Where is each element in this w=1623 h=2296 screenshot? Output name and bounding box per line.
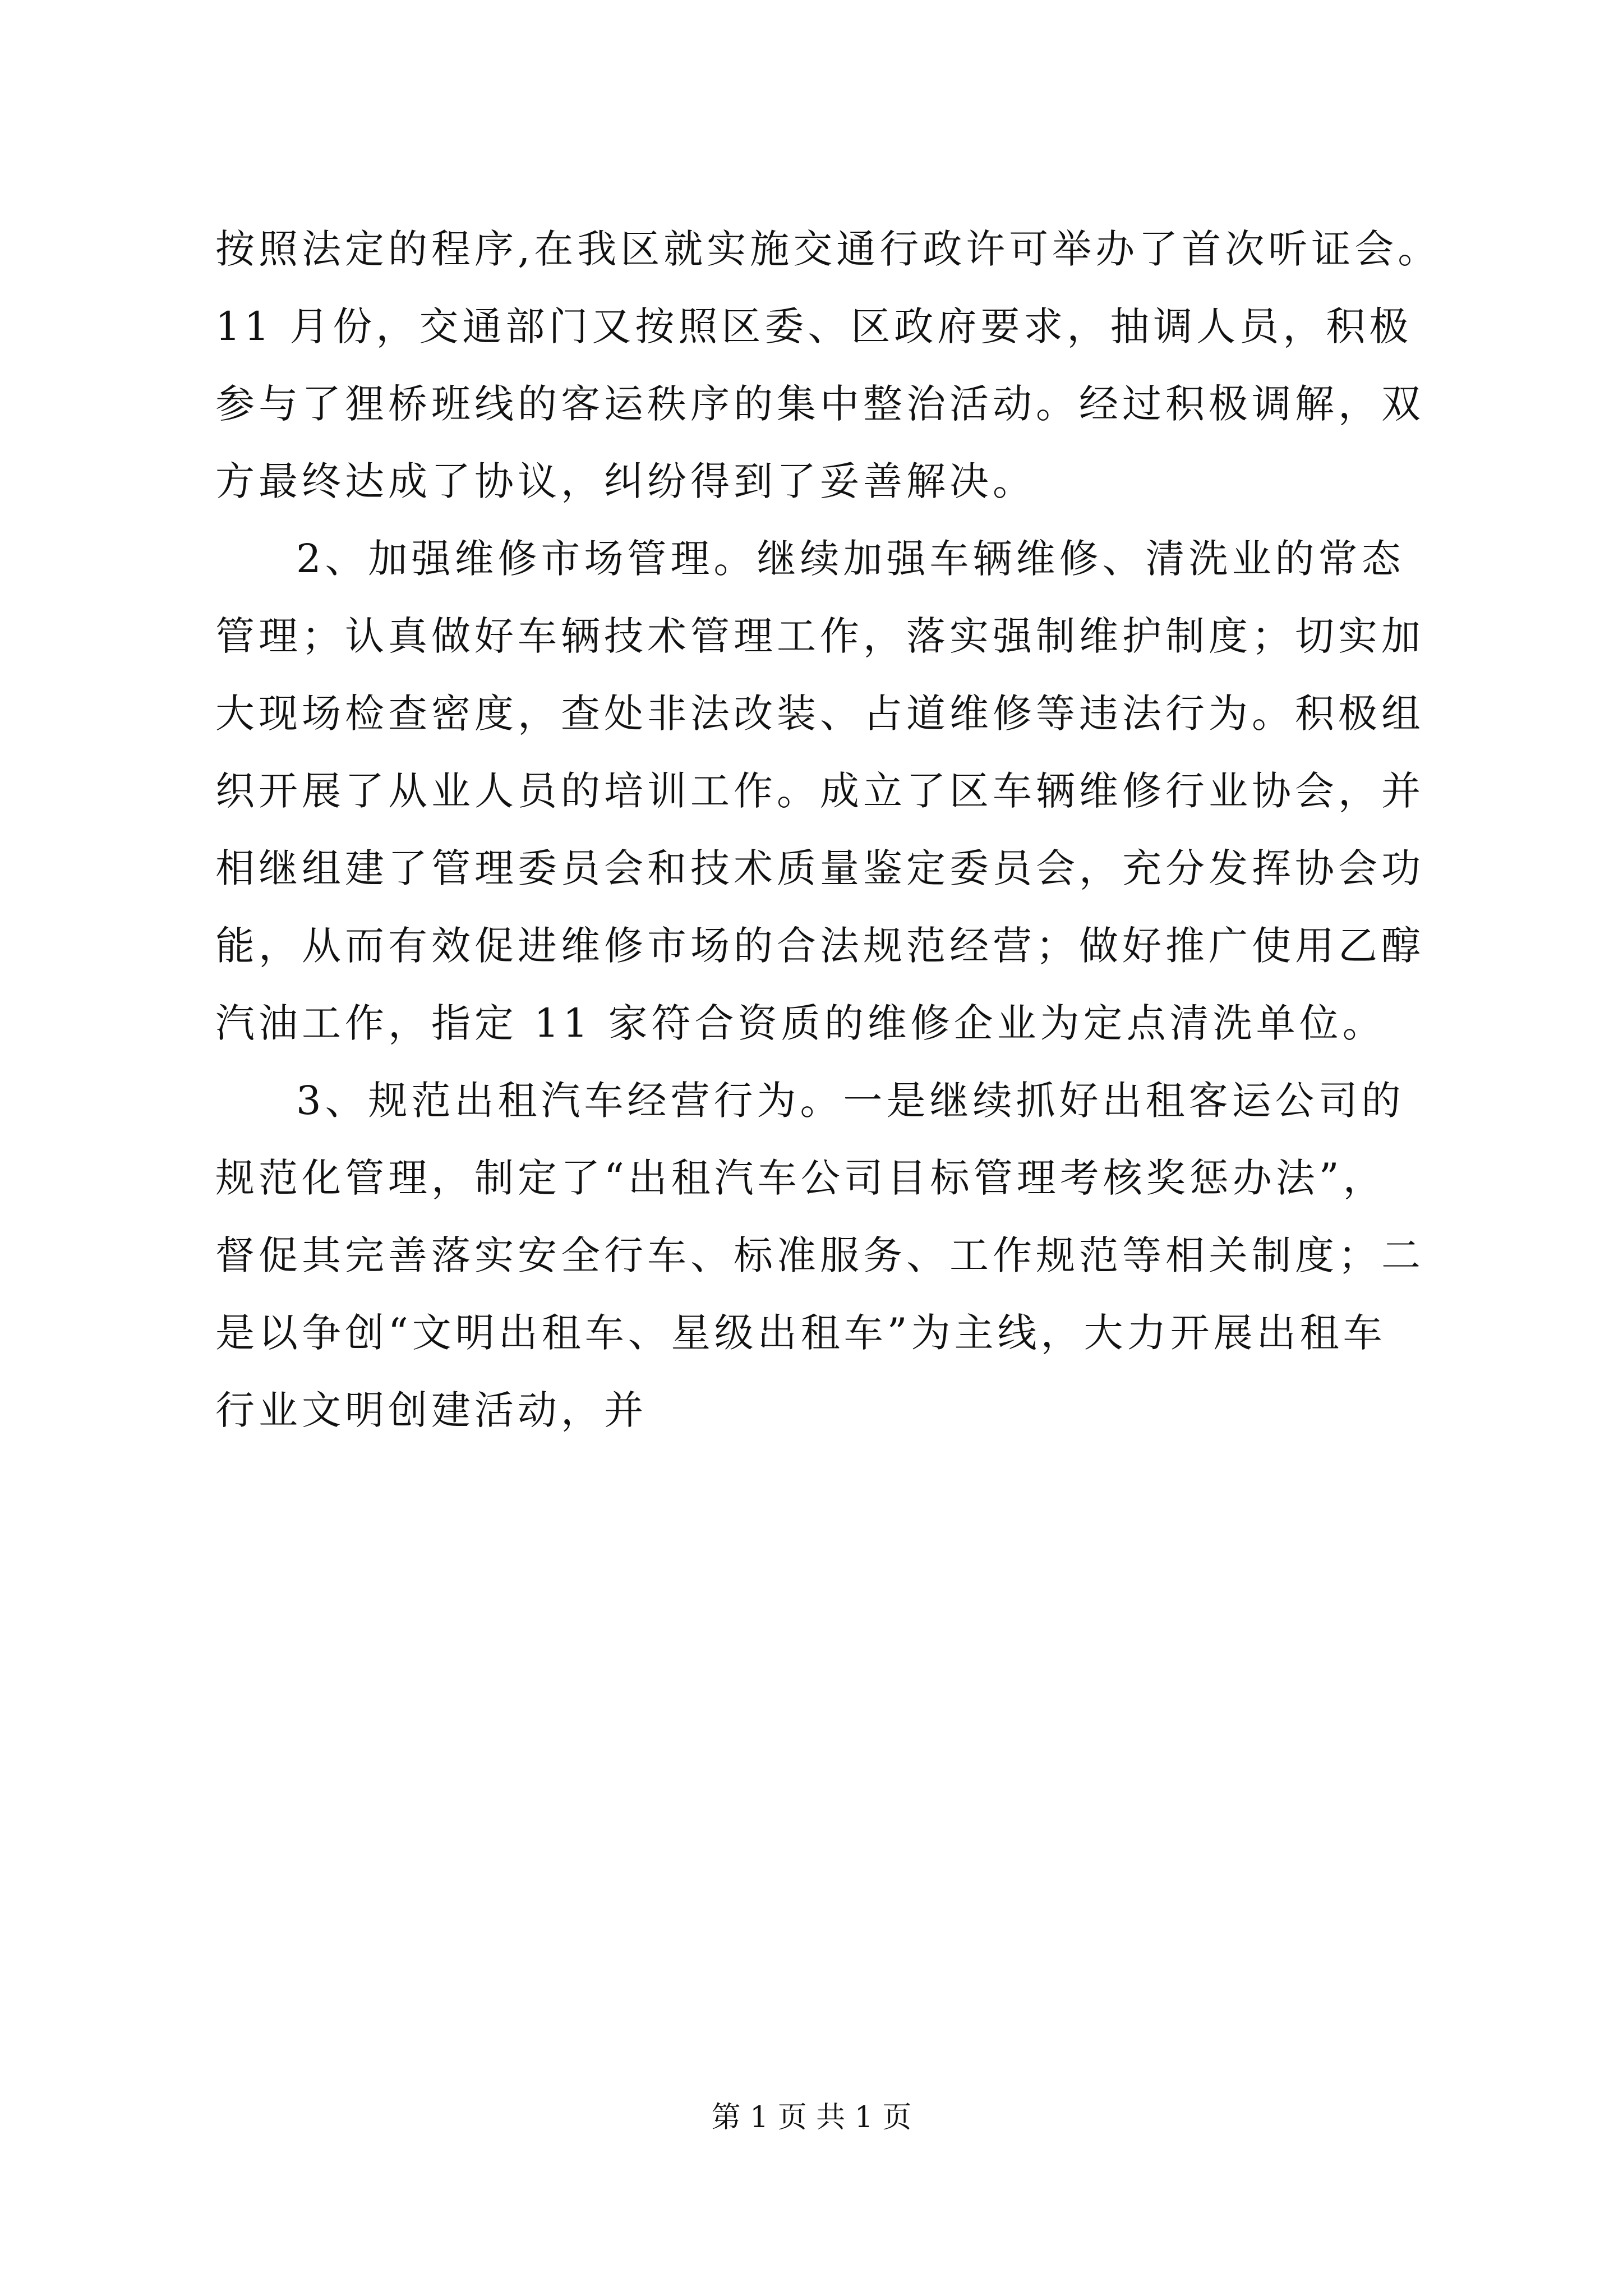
text-line: 参与了狸桥班线的客运秩序的集中整治活动。经过积极调解，双	[215, 381, 1424, 427]
text-line: 按照法定的程序,在我区就实施交通行政许可举办了首次听证会。	[215, 226, 1441, 272]
text-line: 是以争创“文明出租车、星级出租车”为主线，大力开展出租车	[215, 1310, 1386, 1356]
text-line: 织开展了从业人员的培训工作。成立了区车辆维修行业协会，并	[215, 768, 1424, 814]
text-line: 规范化管理，制定了“出租汽车公司目标管理考核奖惩办法”，	[215, 1155, 1386, 1201]
body-text	[215, 210, 1441, 1449]
text-line: 汽油工作，指定 11 家符合资质的维修企业为定点清洗单位。	[215, 1000, 1386, 1046]
paragraph-start-line: 3、规范出租汽车经营行为。一是继续抓好出租客运公司的	[296, 1078, 1405, 1124]
page-number-footer: 第 1 页 共 1 页	[711, 2101, 912, 2134]
text-line: 能，从而有效促进维修市场的合法规范经营；做好推广使用乙醇	[215, 923, 1424, 969]
text-line: 方最终达成了协议，纠纷得到了妥善解决。	[215, 458, 1036, 504]
paragraph-start-line: 2、加强维修市场管理。继续加强车辆维修、清洗业的常态	[296, 536, 1405, 582]
text-line: 管理；认真做好车辆技术管理工作，落实强制维护制度；切实加	[215, 613, 1424, 659]
text-line: 11 月份，交通部门又按照区委、区政府要求，抽调人员，积极	[215, 303, 1413, 349]
text-line: 相继组建了管理委员会和技术质量鉴定委员会，充分发挥协会功	[215, 845, 1424, 891]
text-line: 督促其完善落实安全行车、标准服务、工作规范等相关制度；二	[215, 1232, 1424, 1278]
text-line: 行业文明创建活动，并	[215, 1387, 647, 1433]
text-line: 大现场检查密度，查处非法改装、占道维修等违法行为。积极组	[215, 691, 1424, 737]
